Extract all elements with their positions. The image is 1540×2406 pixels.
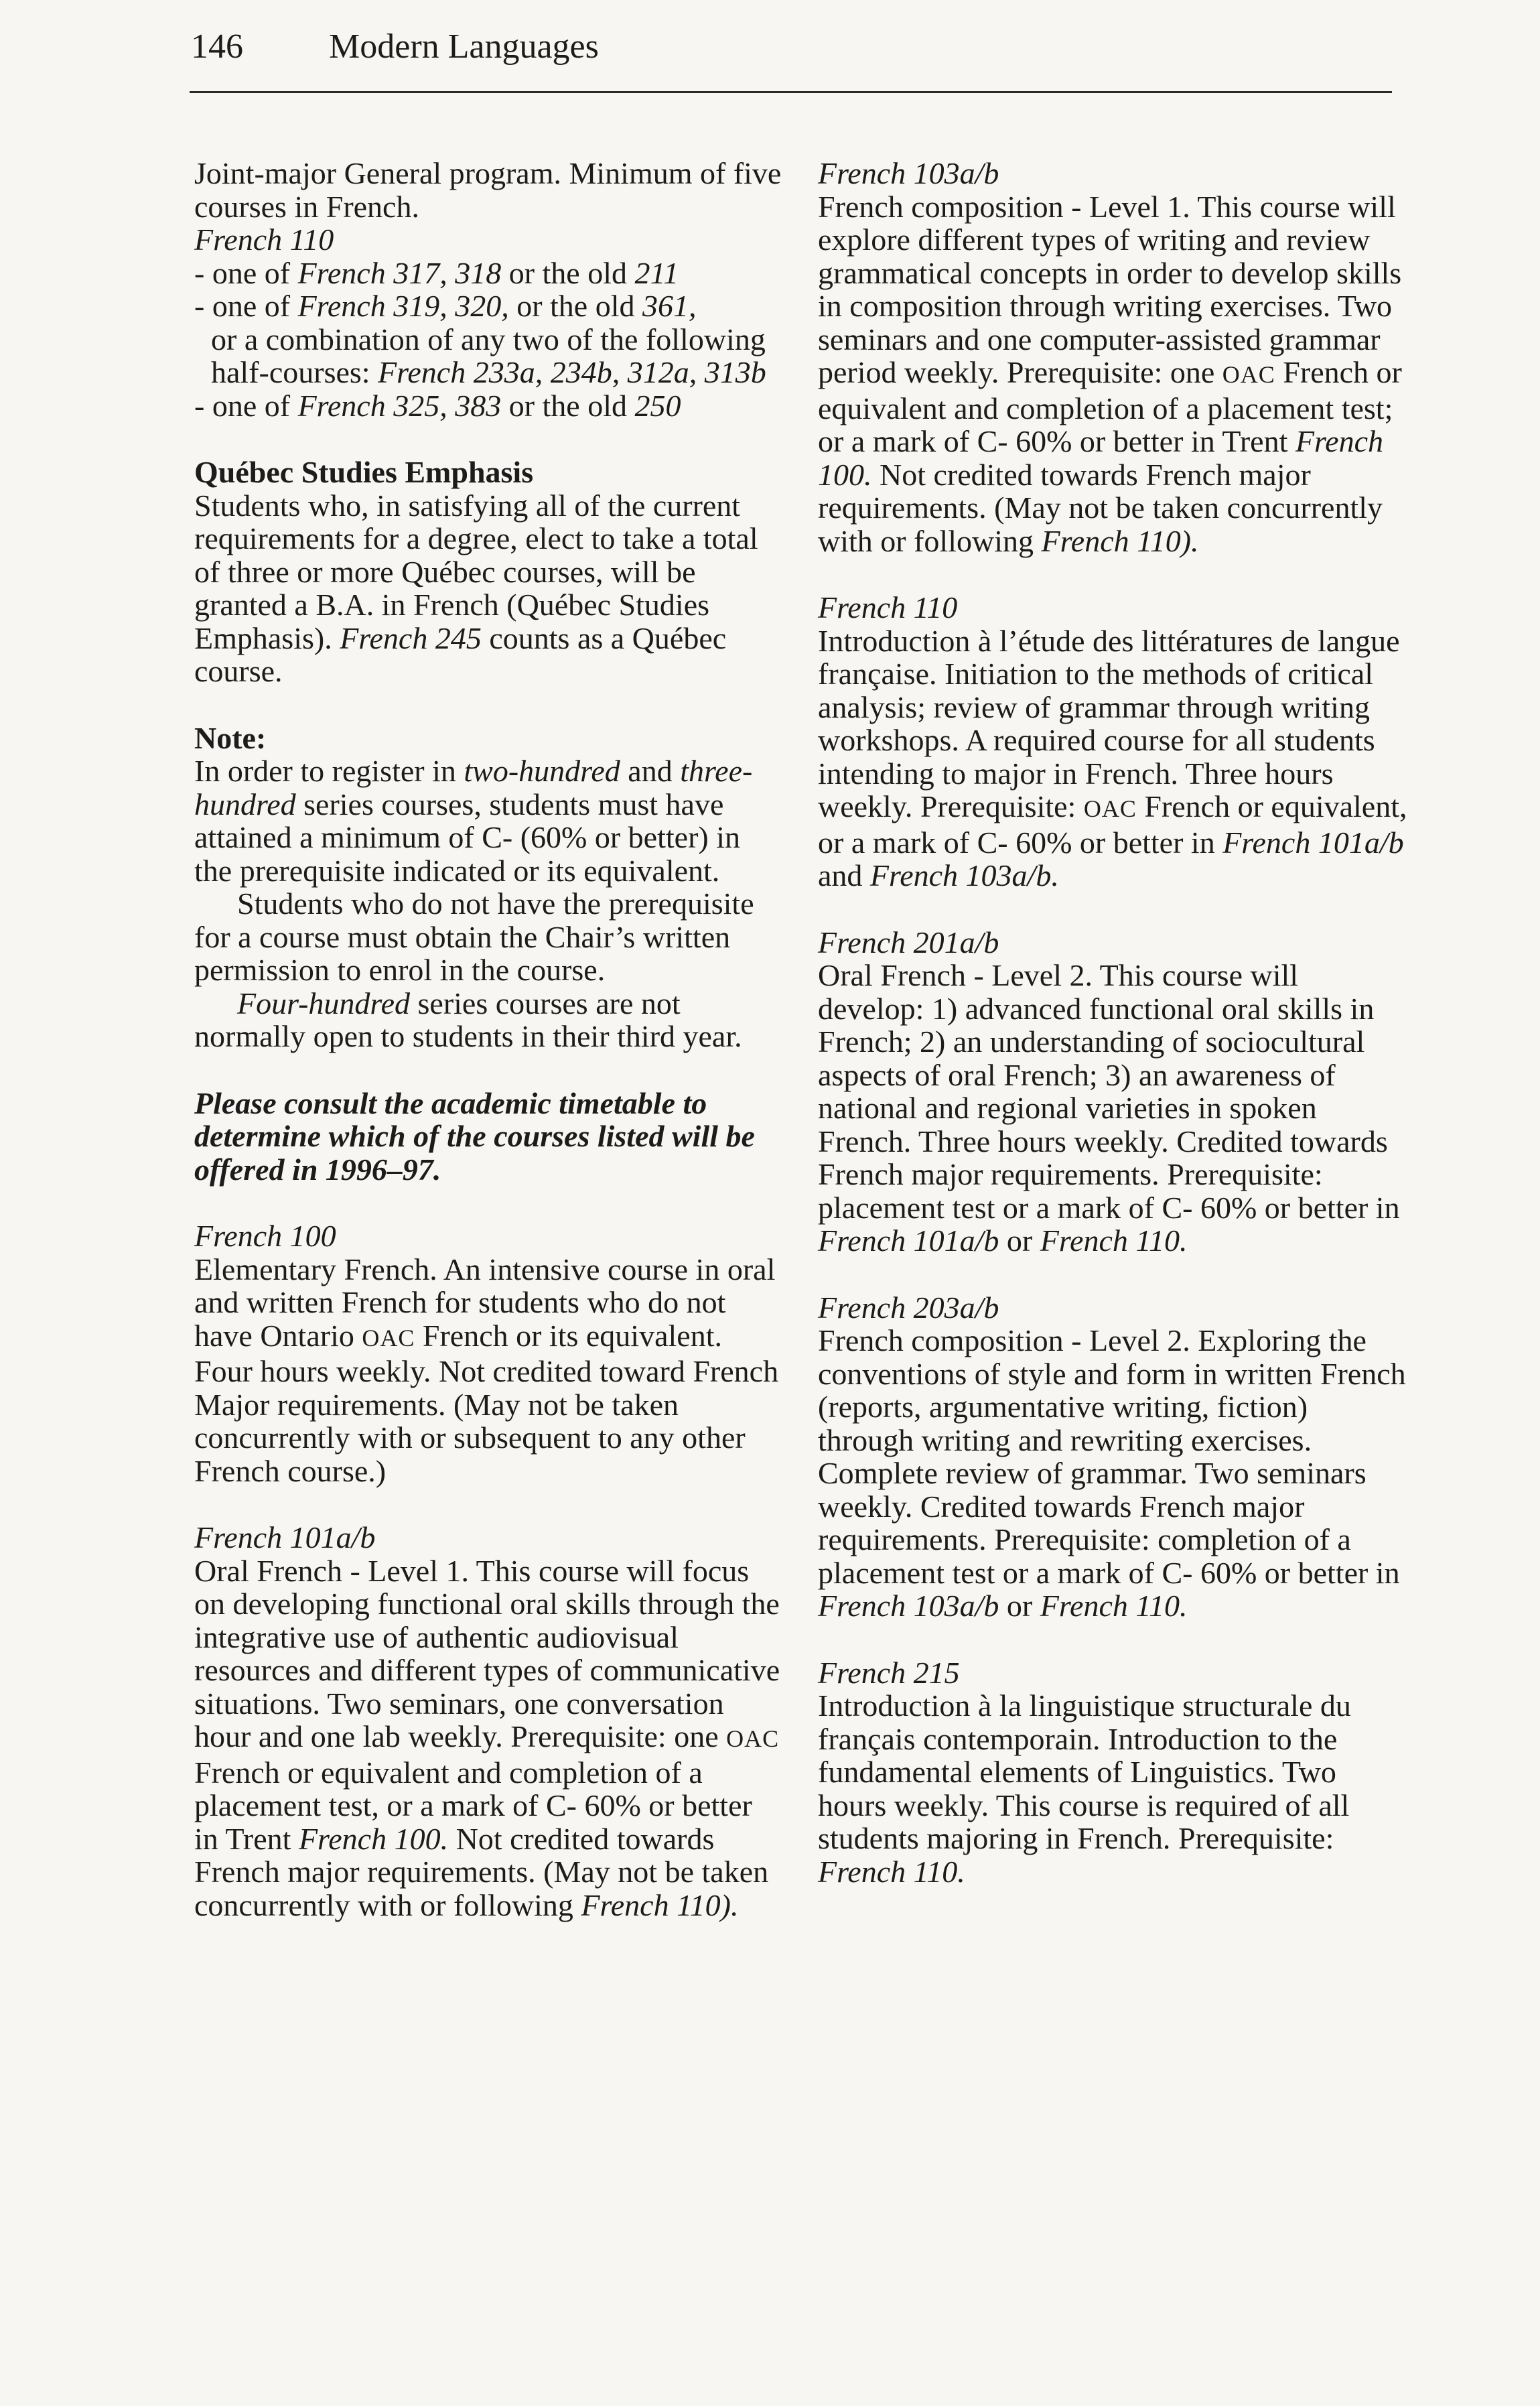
desc-text: Not credited towards French major requirements. (May not be taken concurrently with or following xyxy=(818,457,1383,558)
page-header xyxy=(191,25,1390,68)
requirement-1 xyxy=(194,257,784,290)
req-mid: or the old xyxy=(501,388,635,423)
course-desc-french-100 xyxy=(194,1253,784,1488)
desc-text: or xyxy=(999,1223,1040,1258)
requirement-2-cont xyxy=(194,323,784,389)
required-course: French 110 xyxy=(194,222,334,257)
desc-text: Introduction à la linguistique structurale du français contemporain. Introduction to the fundamental elements of Linguistics. Two hours weekly. This course is required of all students majoring in French. Prerequisite: xyxy=(818,1688,1351,1855)
note-text: and xyxy=(620,754,681,788)
quebec-course: French 245 xyxy=(340,620,482,655)
req-mid: or the old xyxy=(508,289,642,323)
note-text: In order to register in xyxy=(194,754,464,788)
course-ref: French 100. xyxy=(298,1821,449,1856)
course-ref: French 110. xyxy=(1040,1223,1188,1258)
right-column xyxy=(818,157,1407,1888)
req-courses: French 325, 383 xyxy=(297,388,502,423)
oac-abbr: OAC xyxy=(726,1725,780,1752)
desc-text: French or its equivalent. Four hours weekly. Not credited toward French Major requirements. (May not be taken concurrently with or subsequent to any other French course.) xyxy=(194,1318,779,1488)
left-column xyxy=(194,157,784,1922)
req-courses: French 319, 320, xyxy=(297,289,509,323)
requirement-3 xyxy=(194,389,784,423)
course-ref: French 110). xyxy=(1041,523,1199,558)
quebec-heading: Québec Studies Emphasis xyxy=(194,455,534,489)
course-title-french-110: French 110 xyxy=(818,590,958,624)
note-paragraph-2: Students who do not have the prerequisite for a course must obtain the Chair’s written permission to enrol in the course. xyxy=(194,886,754,987)
course-ref: French 103a/b xyxy=(818,1589,999,1623)
spacer xyxy=(194,688,784,722)
note-emph: three-hundred xyxy=(194,754,753,821)
quebec-body-end: counts as a Québec course. xyxy=(194,620,727,688)
course-desc-french-110 xyxy=(818,624,1407,892)
requirement-2 xyxy=(194,289,784,323)
req-prefix: - one of xyxy=(194,388,298,423)
req-half-courses: French 233a, 234b, 312a, 313b xyxy=(378,355,766,389)
note-heading: Note: xyxy=(194,720,267,755)
req-prefix: - one of xyxy=(194,255,298,290)
course-ref: French 100. xyxy=(818,424,1384,492)
note-emph: Four-hundred xyxy=(237,986,411,1020)
req-prefix: - one of xyxy=(194,289,298,323)
header-rule xyxy=(190,91,1392,93)
quebec-text xyxy=(194,489,784,688)
course-ref: French 101a/b xyxy=(818,1223,999,1258)
course-desc-french-201 xyxy=(818,959,1407,1258)
page-number: 146 xyxy=(191,27,243,66)
req-courses: French 317, 318 xyxy=(297,255,502,290)
req-old: 250 xyxy=(634,388,681,423)
req-old: 361, xyxy=(642,289,697,323)
course-ref: French 110). xyxy=(581,1887,739,1922)
note-paragraph-3 xyxy=(194,987,784,1053)
oac-abbr: OAC xyxy=(1083,795,1137,822)
desc-text: French or equivalent and completion of a placement test; or a mark of C- 60% or better in Trent xyxy=(818,355,1402,458)
desc-text: French or equivalent, or a mark of C- 60% or better in xyxy=(818,789,1407,860)
course-title-french-101: French 101a/b xyxy=(194,1520,376,1554)
spacer xyxy=(194,1186,784,1219)
course-title-french-203: French 203a/b xyxy=(818,1290,999,1325)
timetable-notice: Please consult the academic timetable to determine which of the courses listed will be offered in 1996–97. xyxy=(194,1085,755,1187)
course-title-french-100: French 100 xyxy=(194,1219,336,1253)
spacer xyxy=(194,1053,784,1087)
oac-abbr: OAC xyxy=(362,1324,415,1351)
course-title-french-215: French 215 xyxy=(818,1655,960,1690)
note-text: series courses, students must have attained a minimum of C- (60% or better) in the prerequisite indicated or its equivalent. xyxy=(194,787,740,888)
course-desc-french-203 xyxy=(818,1324,1407,1623)
quebec-body: Students who, in satisfying all of the current requirements for a degree, elect to take a total of three or more Québec courses, will be granted a B.A. in French (Québec Studies Emphasis). xyxy=(194,488,758,655)
desc-text: and xyxy=(818,858,870,892)
course-title-french-103: French 103a/b xyxy=(818,156,999,190)
spacer xyxy=(194,1487,784,1521)
desc-text: Oral French - Level 2. This course will develop: 1) advanced functional oral skills in French; 2) an understanding of sociocultural aspects of oral French; 3) an awareness of national and regional varieties in spoken French. Three hours weekly. Credited towards French major requirements. Prerequisite: placement test or a mark of C- 60% or better in xyxy=(818,958,1400,1225)
spacer xyxy=(818,557,1407,591)
desc-text: Not credited towards French major requirements. (May not be taken concurrently with or following xyxy=(194,1821,769,1922)
req-mid: or the old xyxy=(501,255,635,290)
desc-text: Introduction à l’étude des littératures de langue française. Initiation to the methods of critical analysis; review of grammar through writing workshops. A required course for all students intending to major in French. Three hours weekly. Prerequisite: xyxy=(818,623,1400,823)
spacer xyxy=(818,1623,1407,1656)
course-desc-french-215 xyxy=(818,1689,1407,1888)
course-ref: French 110. xyxy=(1040,1589,1188,1623)
spacer xyxy=(194,422,784,456)
desc-text: Elementary French. An intensive course in oral and written French for students who do not have Ontario xyxy=(194,1252,776,1353)
oac-abbr: OAC xyxy=(1222,361,1275,388)
program-intro: Joint-major General program. Minimum of five courses in French. xyxy=(194,156,782,224)
course-desc-french-103 xyxy=(818,190,1407,558)
course-desc-french-101 xyxy=(194,1554,784,1922)
desc-text: French or equivalent and completion of a placement test, or a mark of C- 60% or better in Trent xyxy=(194,1755,752,1856)
desc-text: French composition - Level 2. Exploring the conventions of style and form in written French (reports, argumentative writing, fiction) through writing and rewriting exercises. Complete review of grammar. Two seminars weekly. Credited towards French major requirements. Prerequisite: completion of a placement test or a mark of C- 60% or better in xyxy=(818,1323,1406,1590)
req-old: 211 xyxy=(634,255,679,290)
course-ref: French 103a/b. xyxy=(869,858,1059,892)
note-emph: two-hundred xyxy=(464,754,620,788)
desc-text: Oral French - Level 1. This course will focus on developing functional oral skills through the integrative use of authentic audiovisual resources and different types of communicative situations. Two seminars, one conversation hour and one lab weekly. Prerequisite: one xyxy=(194,1553,780,1753)
spacer xyxy=(818,1258,1407,1291)
spacer xyxy=(818,892,1407,926)
desc-text: or xyxy=(999,1589,1040,1623)
note-paragraph-1 xyxy=(194,754,784,887)
course-ref: French 110. xyxy=(818,1854,965,1889)
req-cont: or a combination of any two of the following half-courses: xyxy=(211,322,766,389)
note-text: series courses are not normally open to students in their third year. xyxy=(194,986,742,1053)
course-title-french-201: French 201a/b xyxy=(818,925,999,959)
section-title: Modern Languages xyxy=(329,27,599,66)
desc-text: French composition - Level 1. This course will explore different types of writing and review grammatical concepts in order to develop skills in composition through writing exercises. Two seminars and one computer-assisted grammar period weekly. Prerequisite: one xyxy=(818,189,1402,389)
course-ref: French 101a/b xyxy=(1222,825,1404,860)
